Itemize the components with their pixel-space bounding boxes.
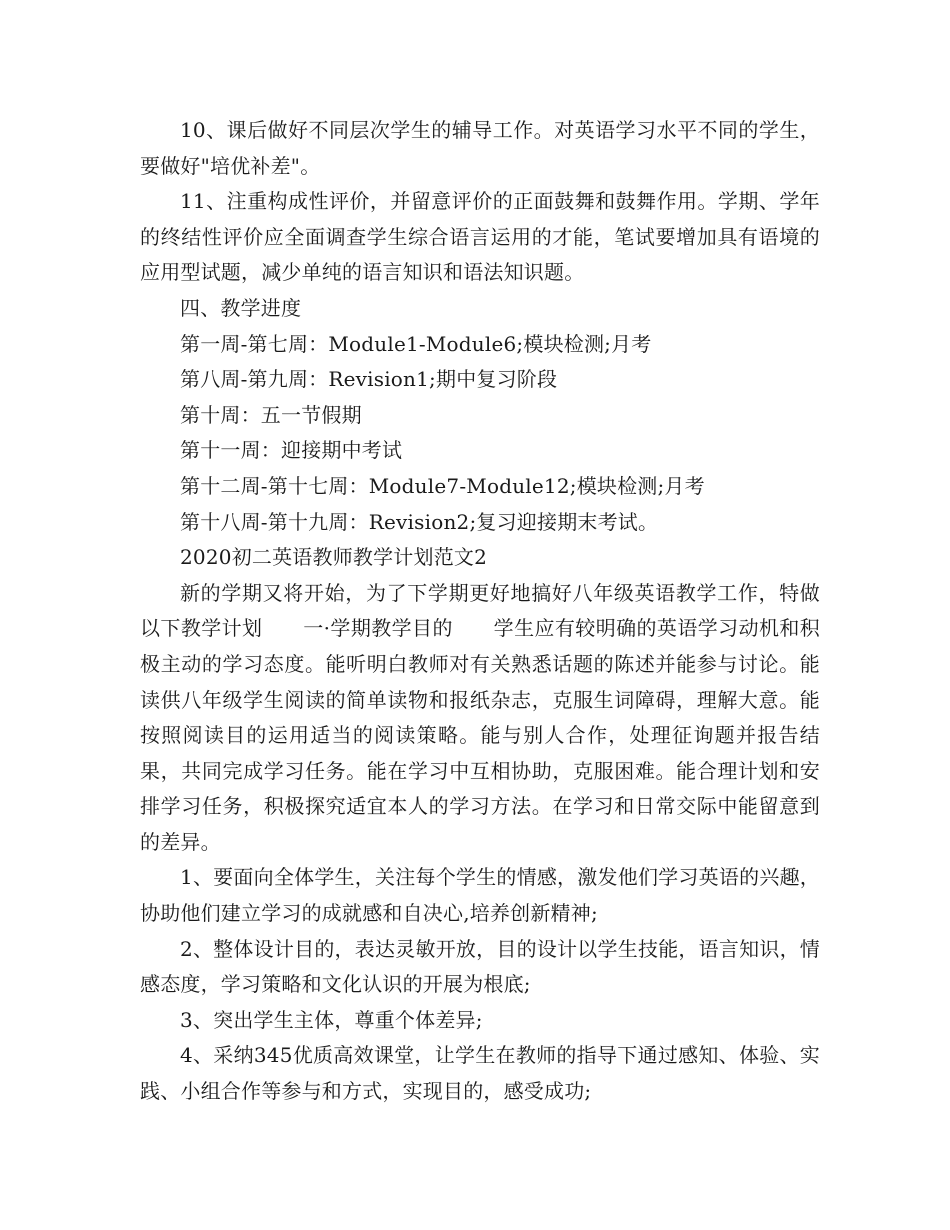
paragraph-evaluation: 11、注重构成性评价，并留意评价的正面鼓舞和鼓舞作用。学期、学年的终结性评价应全面调查学生综合语言运用的才能，笔试要增加具有语境的应用型试题，减少单纯的语言知识和语法知识题。 <box>140 189 820 285</box>
paragraph-tutoring: 10、课后做好不同层次学生的辅导工作。对英语学习水平不同的学生，要做好"培优补差"。 <box>140 118 820 178</box>
list-item: 1、要面向全体学生，关注每个学生的情感，激发他们学习英语的兴趣，协助他们建立学习的成就感和自决心,培养创新精神; <box>140 865 820 926</box>
document-body <box>140 113 820 1110</box>
schedule-item: 第十周：五一节假期 <box>180 402 362 427</box>
list-item: 3、突出学生主体，尊重个体差异; <box>180 1007 483 1032</box>
paragraph-intro: 新的学期又将开始，为了下学期更好地搞好八年级英语教学工作，特做以下教学计划 一·学期教学目的 学生应有较明确的英语学习动机和积极主动的学习态度。能听明白教师对有关熟悉话题的陈述并能参与讨论。能读供八年级学生阅读的简单读物和报纸杂志，克服生词障碍，理解大意。能按照阅读目的运用适当的阅读策略。能与别人合作，处理征询题并报告结果，共同完成学习任务。能在学习中互相协助，克服困难。能合理计划和安排学习任务，积极探究适宜本人的学习方法。在学习和日常交际中能留意到的差异。 <box>140 580 820 854</box>
section-heading-teaching-progress: 四、教学进度 <box>180 295 302 320</box>
schedule-item: 第一周-第七周：Module1-Module6;模块检测;月考 <box>180 331 652 356</box>
list-item: 2、整体设计目的，表达灵敏开放，目的设计以学生技能，语言知识，情感态度，学习策略和文化认识的开展为根底; <box>140 936 820 997</box>
schedule-item: 第十二周-第十七周：Module7-Module12;模块检测;月考 <box>180 473 705 498</box>
schedule-item: 第十八周-第十九周：Revision2;复习迎接期末考试。 <box>180 509 659 534</box>
document-section-title: 2020初二英语教师教学计划范文2 <box>180 545 488 570</box>
schedule-item: 第十一周：迎接期中考试 <box>180 438 403 463</box>
schedule-item: 第八周-第九周：Revision1;期中复习阶段 <box>180 367 558 392</box>
list-item: 4、采纳345优质高效课堂，让学生在教师的指导下通过感知、体验、实践、小组合作等参与和方式，实现目的，感受成功; <box>140 1043 820 1104</box>
